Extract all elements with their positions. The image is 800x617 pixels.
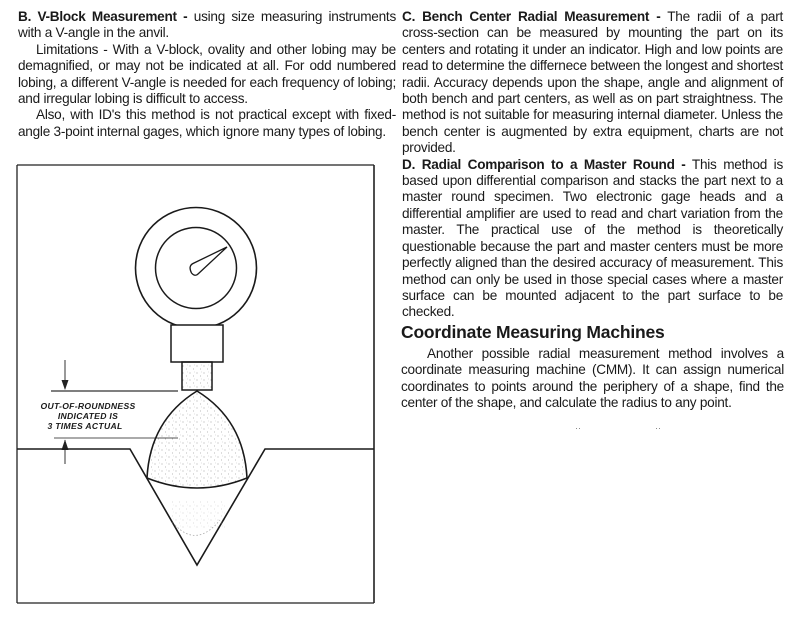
dial-indicator-icon [136,208,257,329]
callout-line-1: OUT-OF-ROUNDNESS [40,401,136,411]
indicator-tip [182,362,212,390]
cmm-body: Another possible radial measurement method involves a coordinate measuring machine (CMM). It can assign numerical coordinates to points around the periphery of a shape, find the center of the shape, and calculate the radius to any point. [401,346,784,411]
indicator-stem [171,325,223,362]
cmm-heading: Coordinate Measuring Machines [401,322,665,342]
section-d-heading: D. Radial Comparison to a Master Round - [402,156,686,172]
section-c-paragraph [402,9,783,157]
section-d-paragraph [402,157,783,321]
section-d-body: This method is based upon differential comparison and stacks the part next to a master round specimen. Two electronic gage heads and a differential amplifier are used to read and chart variation from the master. The practical use of the method is theoretically questionable because the part and master centers must be more perfectly aligned than the desired accuracy of measurement. This method can only be used in those special cases where a master surface can be mounted adjacent to the part surface to be checked. [402,156,783,320]
scan-speck: ·· [655,423,661,433]
section-b-limitations: Limitations - With a V-block, ovality and other lobing may be demagnified, or may not be indicated at all. For odd numbered lobing, a different V-angle is needed for each frequency of lobing; and irregular lobing is difficult to access. [18,41,396,107]
section-b-intro: using size measuring instruments with a V-angle in the anvil. [18,9,396,41]
lobed-part-icon [147,391,247,565]
callout-line-2: INDICATED IS [57,411,119,421]
section-b-heading: B. V-Block Measurement - [18,9,188,24]
callout-line-3: 3 TIMES ACTUAL [47,421,123,431]
upper-dimension-arrow-icon [51,360,178,391]
section-b-also: Also, with ID's this method is not practical except with fixed-angle 3-point internal gages, which ignore many types of lobing. [18,107,396,139]
section-c-body: The radii of a part cross-section can be measured by mounting the part on its centers and rotating it under an indicator. High and low points are read to determine the differnece between the longest and shortest radii. Accuracy depends upon the shape, angle and alignment of both bench and part centers, as well as on part straightness. The method is not suitable for measuring internal diameter. Unless the bench center is augmented by extra equipment, charts are not provided. [402,9,783,156]
scan-speck: ·· [575,423,581,433]
gauge-needle-icon [190,247,227,275]
section-c-heading: C. Bench Center Radial Measurement - [402,9,661,24]
cmm-section [401,346,784,412]
right-column [402,9,783,321]
